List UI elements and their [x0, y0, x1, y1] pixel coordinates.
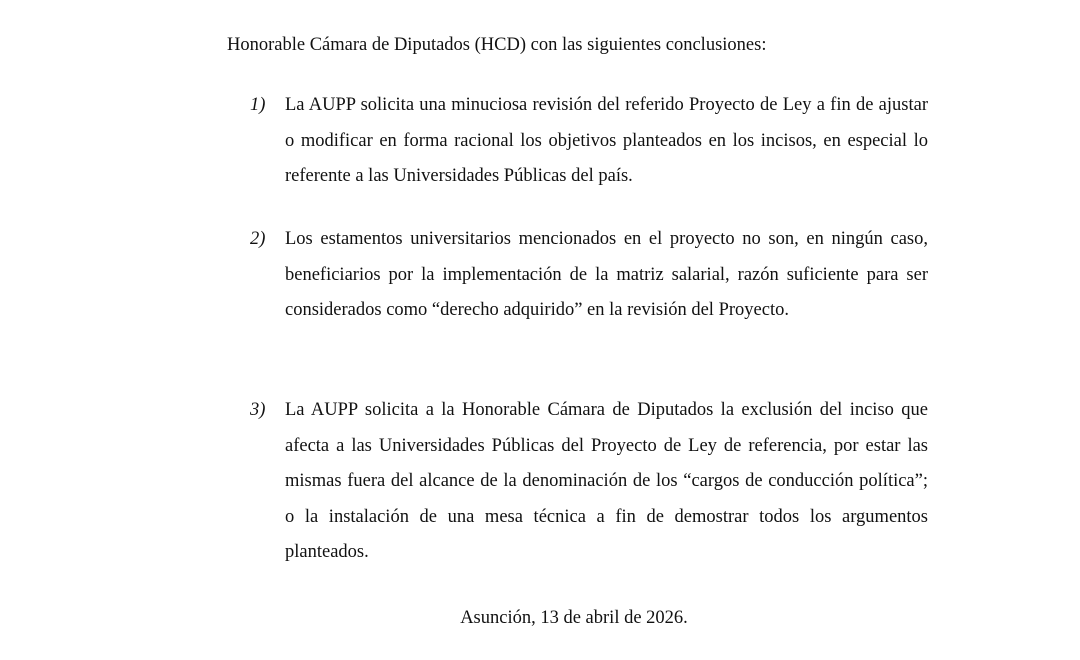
conclusion-number: 3): [250, 400, 266, 420]
conclusion-item: [250, 88, 928, 195]
date-closing: Asunción, 13 de abril de 2026.: [460, 608, 688, 628]
conclusion-item: [250, 393, 928, 571]
conclusion-number: 2): [250, 229, 266, 249]
conclusion-number: 1): [250, 95, 266, 115]
intro-paragraph: Honorable Cámara de Diputados (HCD) con las siguientes conclusiones:: [227, 35, 767, 55]
conclusion-text: La AUPP solicita una minuciosa revisión del referido Proyecto de Ley a fin de ajustar o modificar en forma racional los objetivos planteados en los incisos, en especial lo referente a las Universidades Públicas del país.: [285, 95, 928, 186]
conclusion-text: La AUPP solicita a la Honorable Cámara de Diputados la exclusión del inciso que afecta a las Universidades Públicas del Proyecto de Ley de referencia, por estar las mismas fuera del alcance de la denominación de los “cargos de conducción política”; o la instalación de una mesa técnica a fin de demostrar todos los argumentos planteados.: [285, 400, 928, 562]
conclusion-text: Los estamentos universitarios mencionados en el proyecto no son, en ningún caso, beneficiarios por la implementación de la matriz salarial, razón suficiente para ser considerados como “derecho adquirido” en la revisión del Proyecto.: [285, 229, 928, 320]
conclusion-item: [250, 222, 928, 329]
